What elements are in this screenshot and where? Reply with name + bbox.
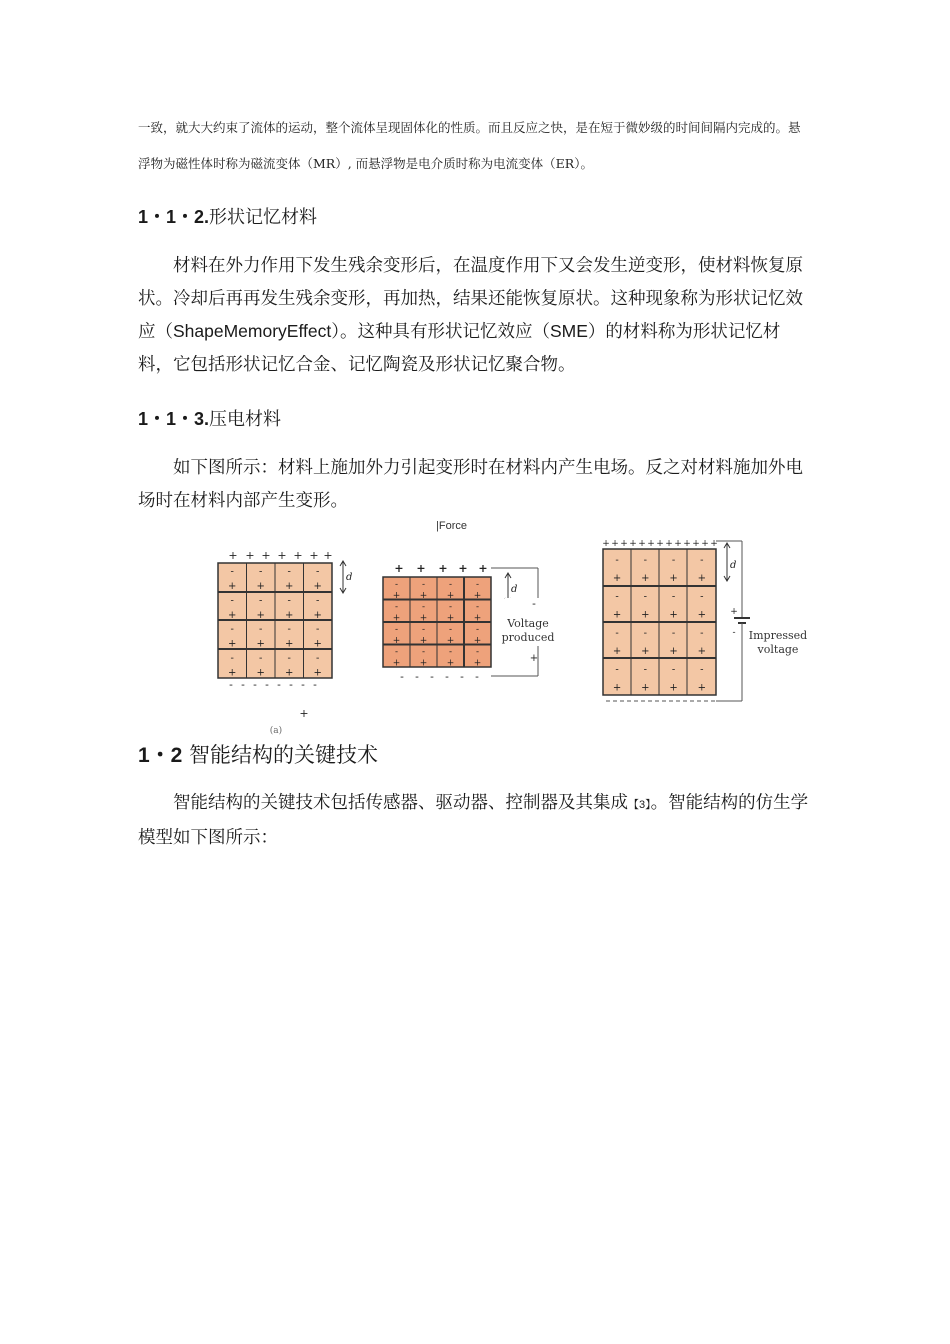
heading-number: 1・2 <box>138 744 183 767</box>
charge-minus: - <box>287 595 291 607</box>
charge-plus: + <box>392 591 401 601</box>
charge-minus: - <box>421 624 426 635</box>
charge-plus: + <box>228 638 237 650</box>
intro-paragraph <box>138 110 818 182</box>
charge-minus: - <box>259 624 263 636</box>
charge-plus: + <box>641 646 650 658</box>
charge-minus: - <box>700 591 704 603</box>
charge-plus: + <box>285 609 294 621</box>
paragraph-shape-memory <box>138 250 813 381</box>
charge-minus: - <box>394 602 399 613</box>
charge-plus: + <box>458 562 468 575</box>
charge-minus: - <box>400 670 404 683</box>
charge-minus: - <box>259 652 263 664</box>
charge-plus: + <box>256 667 265 679</box>
charge-minus: - <box>643 627 648 639</box>
charge-plus: + <box>313 581 322 592</box>
charge-plus: + <box>629 539 637 549</box>
charge-minus: - <box>277 678 281 691</box>
heading-number: 1・1・2. <box>138 207 210 227</box>
crystal-panel-left <box>218 549 352 736</box>
intro-line-2: 浮物为磁性体时称为磁流变体（MR）, 而悬浮物是电介质时称为电流变体（ER）。 <box>138 156 593 171</box>
charge-minus: - <box>448 602 453 613</box>
charge-minus: - <box>259 566 263 578</box>
charge-minus: - <box>421 579 426 590</box>
crystal-panel-middle <box>383 562 555 683</box>
charge-plus: + <box>638 539 646 549</box>
charge-minus: - <box>615 554 619 566</box>
crystal-panel-right <box>602 539 807 701</box>
charge-minus: - <box>301 678 305 691</box>
charge-plus: + <box>669 646 678 658</box>
charge-plus: + <box>419 636 428 646</box>
charge-minus: - <box>259 595 263 607</box>
charge-minus: - <box>229 678 233 691</box>
charge-plus: + <box>473 591 482 601</box>
impressed-voltage-label: voltage <box>757 643 799 656</box>
charge-plus: + <box>313 638 322 650</box>
charge-minus: - <box>475 624 480 635</box>
charge-minus: - <box>700 554 704 566</box>
charge-plus: + <box>285 667 294 679</box>
charge-plus: + <box>392 636 401 646</box>
charge-plus: + <box>392 613 401 624</box>
charge-minus: - <box>287 566 291 578</box>
charge-plus: + <box>416 562 426 575</box>
charge-plus: + <box>446 636 455 646</box>
charge-plus: + <box>473 658 482 669</box>
dimension-label: d <box>511 584 518 595</box>
charge-minus: - <box>643 591 648 603</box>
charge-minus: - <box>230 566 234 578</box>
charge-plus: + <box>245 549 255 562</box>
charge-plus: + <box>641 682 650 694</box>
charge-minus: - <box>241 678 245 691</box>
charge-plus: + <box>697 609 707 621</box>
charge-plus: + <box>419 591 428 601</box>
dimension-label: d <box>346 572 353 583</box>
charge-plus: + <box>697 682 707 694</box>
charge-minus: - <box>421 602 426 613</box>
charge-minus: - <box>448 579 453 590</box>
citation-reference: 【3】 <box>628 799 651 811</box>
heading-shape-memory <box>138 203 317 229</box>
charge-plus: + <box>277 549 287 562</box>
intro-line-1: 一致，就大大约束了流体的运动，整个流体呈现固体化的性质。而且反应之快，是在短于微妙级的时间间隔内完成的。悬 <box>138 120 801 135</box>
charge-plus: + <box>647 539 655 549</box>
charge-plus: + <box>529 653 539 664</box>
charge-plus: + <box>228 549 238 562</box>
heading-title: 智能结构的关键技术 <box>189 743 379 767</box>
charge-plus: + <box>692 539 700 549</box>
charge-plus: + <box>669 573 678 585</box>
charge-plus: + <box>620 539 628 549</box>
charge-minus: - <box>394 647 399 658</box>
charge-minus: - <box>287 652 291 664</box>
charge-plus: + <box>612 609 622 621</box>
charge-plus: + <box>478 562 488 575</box>
charge-plus: + <box>438 562 448 575</box>
charge-plus: + <box>641 609 650 621</box>
charge-plus: + <box>669 609 678 621</box>
force-label: |Force <box>436 520 467 532</box>
charge-minus: - <box>671 664 676 676</box>
charge-minus: - <box>253 678 257 691</box>
charge-plus: + <box>697 646 707 658</box>
charge-plus: + <box>419 658 428 669</box>
charge-plus: + <box>313 667 322 679</box>
charge-minus: - <box>475 670 479 683</box>
charge-plus: + <box>656 539 664 549</box>
paragraph-key-technologies <box>138 787 813 854</box>
charge-minus: - <box>421 647 426 658</box>
charge-minus: - <box>532 597 536 610</box>
charge-minus: - <box>415 670 419 683</box>
charge-plus: + <box>473 636 482 646</box>
text-run: 材料在外力作用下发生残余变形后，在温度作用下又会发生逆变形，使材料恢复原状。冷却后再再发生残余变形，再加热，结果还能恢复原状。这种现象称为形状记忆效应（ <box>138 256 803 342</box>
charge-minus: - <box>230 595 234 607</box>
charge-plus: + <box>228 609 237 621</box>
charge-minus: - <box>316 652 320 664</box>
charge-plus: + <box>299 707 309 720</box>
charge-plus: + <box>669 682 678 694</box>
charge-plus: + <box>313 609 322 621</box>
charge-plus: + <box>612 682 622 694</box>
charge-minus: - <box>643 664 648 676</box>
charge-minus: - <box>475 579 480 590</box>
charge-plus: + <box>261 549 271 562</box>
charge-plus: + <box>697 573 707 585</box>
charge-plus: + <box>683 539 691 549</box>
heading-piezoelectric <box>138 405 281 431</box>
charge-plus: + <box>446 658 455 669</box>
charge-minus: - <box>671 554 676 566</box>
charge-plus: + <box>701 539 709 549</box>
charge-plus: + <box>602 539 610 549</box>
charge-minus: - <box>289 678 293 691</box>
charge-minus: - <box>448 624 453 635</box>
charge-plus: + <box>293 549 303 562</box>
charge-plus: + <box>394 562 404 575</box>
charge-minus: - <box>643 554 648 566</box>
charge-plus: + <box>228 667 237 679</box>
charge-minus: - <box>430 670 434 683</box>
charge-plus: + <box>285 581 294 592</box>
charge-plus: + <box>419 613 428 624</box>
charge-minus: - <box>475 602 480 613</box>
heading-key-technologies <box>138 739 378 769</box>
charge-plus: + <box>612 573 622 585</box>
charge-minus: - <box>615 664 619 676</box>
charge-minus: - <box>230 624 234 636</box>
charge-plus: + <box>710 539 718 549</box>
charge-minus: - <box>316 566 320 578</box>
charge-minus: - <box>313 678 317 691</box>
impressed-voltage-label: Impressed <box>748 629 808 642</box>
charge-plus: + <box>446 591 455 601</box>
charge-plus: + <box>612 646 622 658</box>
charge-minus: - <box>394 624 399 635</box>
text-run-latin: SME <box>549 321 588 341</box>
charge-minus: - <box>316 595 320 607</box>
charge-minus: - <box>265 678 269 691</box>
charge-minus: - <box>448 647 453 658</box>
text-run: ）的材料称为形状记忆材料，它包括形状记忆合金、记忆陶瓷及形状记忆聚合物。 <box>138 322 781 375</box>
voltage-produced-label: produced <box>501 631 555 644</box>
charge-minus: - <box>445 670 449 683</box>
charge-plus: + <box>285 638 294 650</box>
charge-plus: + <box>256 581 265 592</box>
text-run: 智能结构的关键技术包括传感器、驱动器、控制器及其集成 <box>173 793 628 813</box>
charge-plus: + <box>392 658 401 669</box>
charge-minus: - <box>394 579 399 590</box>
charge-plus: + <box>446 613 455 624</box>
heading-title: 压电材料 <box>209 409 282 430</box>
charge-minus: - <box>671 627 676 639</box>
charge-minus: - <box>615 591 619 603</box>
charge-minus: - <box>316 624 320 636</box>
heading-title: 形状记忆材料 <box>209 207 318 228</box>
charge-plus: + <box>611 539 619 549</box>
charge-minus: - <box>615 627 619 639</box>
charge-plus: + <box>674 539 682 549</box>
figure-caption: (a) <box>269 726 283 736</box>
heading-number: 1・1・3. <box>138 409 210 429</box>
charge-minus: - <box>475 647 480 658</box>
charge-minus: - <box>287 624 291 636</box>
charge-minus: - <box>700 664 704 676</box>
charge-plus: + <box>323 549 333 562</box>
charge-plus: + <box>309 549 319 562</box>
dimension-label: d <box>730 560 737 571</box>
voltage-produced-label: Voltage <box>507 617 549 630</box>
charge-minus: - <box>700 627 704 639</box>
charge-plus: + <box>473 613 482 624</box>
charge-plus: + <box>730 607 738 617</box>
charge-plus: + <box>665 539 673 549</box>
paragraph-piezoelectric: 如下图所示：材料上施加外力引起变形时在材料内产生电场。反之对材料施加外电场时在材料内部产生变形。 <box>138 458 803 511</box>
charge-minus: - <box>671 591 676 603</box>
charge-plus: + <box>256 609 265 621</box>
text-run: ）。这种具有形状记忆效应（ <box>331 322 550 342</box>
charge-minus: - <box>732 628 736 638</box>
charge-minus: - <box>230 652 234 664</box>
charge-minus: - <box>460 670 464 683</box>
charge-plus: + <box>228 581 237 592</box>
charge-plus: + <box>641 573 650 585</box>
text-run: 。智能结构的仿生学模型如下图所示： <box>138 793 809 848</box>
charge-plus: + <box>256 638 265 650</box>
piezoelectric-figure <box>0 515 950 740</box>
text-run-latin: ShapeMemoryEffect <box>173 321 332 341</box>
